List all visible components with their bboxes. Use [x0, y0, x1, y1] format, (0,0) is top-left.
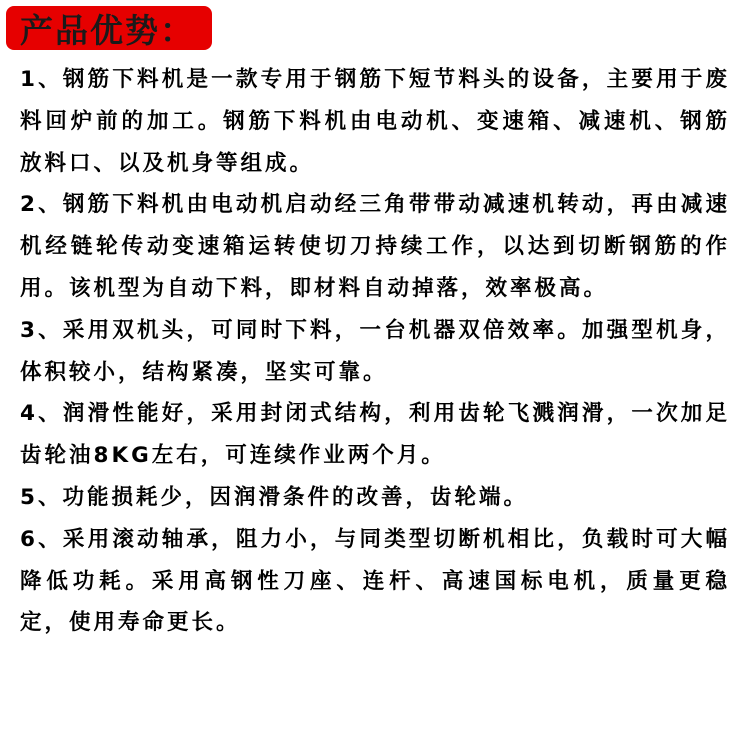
advantage-item-4: 4、润滑性能好，采用封闭式结构，利用齿轮飞溅润滑，一次加足齿轮油8KG左右，可连续作业两个月。 — [20, 401, 730, 469]
advantage-item-1: 1、钢筋下料机是一款专用于钢筋下短节料头的设备，主要用于废料回炉前的加工。钢筋下料机由电动机、变速箱、减速机、钢筋放料口、以及机身等组成。 — [20, 67, 730, 176]
advantage-item-6: 6、采用滚动轴承，阻力小，与同类型切断机相比，负载时可大幅降低功耗。采用高钢性刀座、连杆、高速国标电机，质量更稳定，使用寿命更长。 — [20, 526, 730, 636]
title-banner — [6, 6, 212, 50]
advantages-list — [20, 59, 730, 644]
advantage-item-3: 3、采用双机头，可同时下料，一台机器双倍效率。加强型机身，体积较小，结构紧凑，坚实可靠。 — [20, 317, 730, 385]
advantage-item-2: 2、钢筋下料机由电动机启动经三角带带动减速机转动，再由减速机经链轮传动变速箱运转使切刀持续工作，以达到切断钢筋的作用。该机型为自动下料，即材料自动掉落，效率极高。 — [20, 192, 730, 301]
advantage-item-5: 5、功能损耗少，因润滑条件的改善，齿轮端。 — [20, 484, 528, 510]
page-title: 产品优势： — [20, 10, 195, 50]
